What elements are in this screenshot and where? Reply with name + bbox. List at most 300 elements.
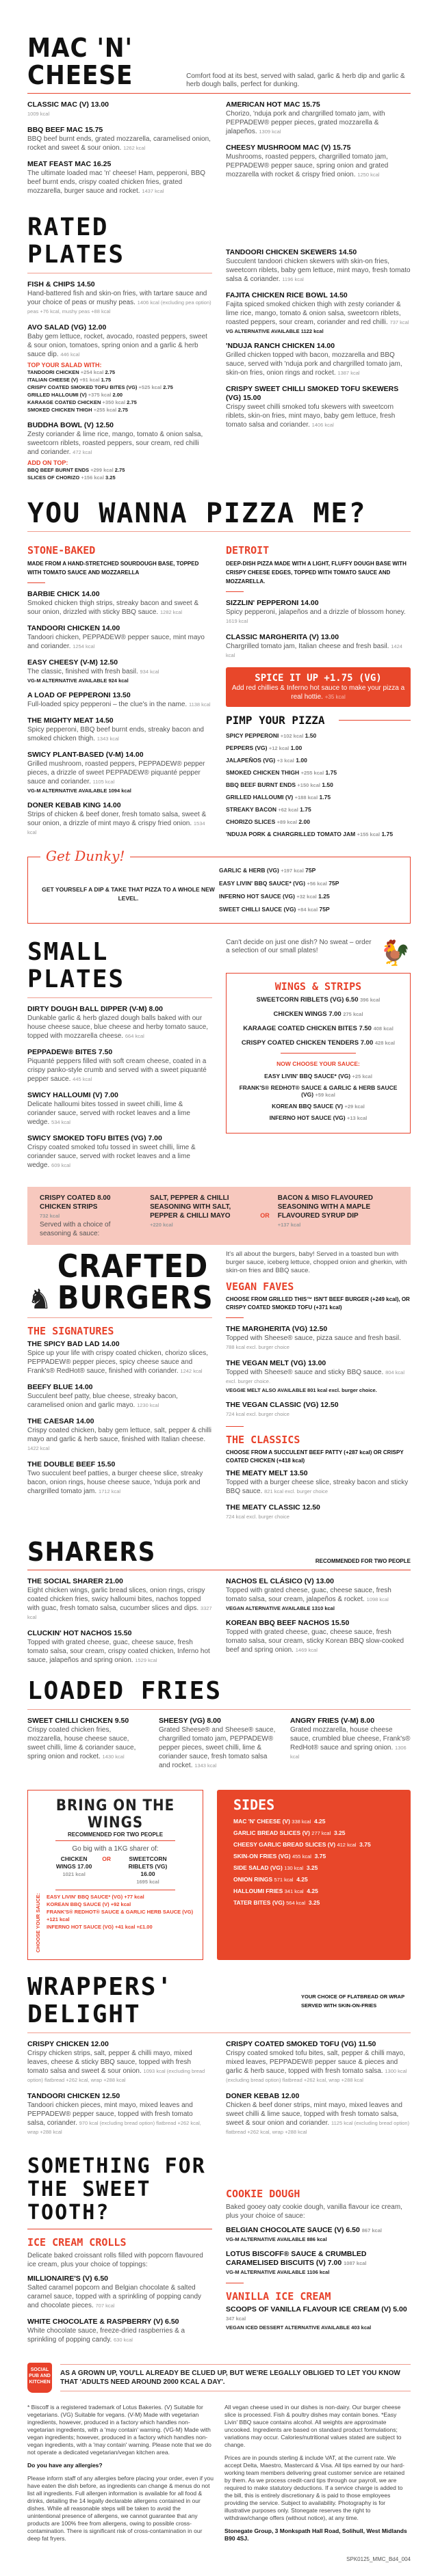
item-desc: Topped with Sheese® sauce and sticky BBQ sauce. [226,1369,384,1376]
item-kcal: 1343 kcal [194,1762,217,1769]
subsection-title: VANILLA ICE CREAM [226,2290,331,2303]
item-name: MEAT FEAST MAC 16.25 [27,160,112,168]
item-kcal: 446 kcal [60,351,80,358]
addon-price: 2.00 [112,392,123,398]
item-desc: Crispy coated smoked tofu tossed in sweet chilli, lime & coriander sauce, served with rocket leaves and a lime wedge. [27,1144,196,1169]
menu-item [27,2092,212,2136]
addon-name: ITALIAN CHEESE (V) [27,377,79,383]
item-name: THE MEATY CLASSIC 12.50 [226,1503,320,1512]
side-price: 4.25 [307,1888,318,1894]
sauce-kcal: +59 kcal [315,1092,335,1098]
allergy-heading: Do you have any allergies? [27,2461,103,2469]
wing-item [235,995,402,1004]
addon-kcal: +299 kcal [90,467,114,473]
subsection-title: VEGAN FAVES [226,1280,294,1293]
item-desc: Crispy coated chicken, baby gem lettuce, salt, pepper & chilli mayo and garlic & herb sauce, finished with Italian cheese. [27,1427,212,1443]
item-kcal: 1306 kcal [290,1745,407,1760]
side-price: 3.75 [359,1841,371,1848]
addon-row [226,831,411,837]
option-1: SALT, PEPPER & CHILLI SEASONING WITH SALT, PEPPER & CHILLI MAYO [150,1194,231,1220]
item-desc: Succulent tandoori chicken skewers with skin-on fries, sweetcorn riblets, baby gem lettuce, mint mayo, fresh tomato salsa & coriander. [226,258,411,283]
item-kcal: 1105 kcal [92,779,115,785]
item-name: THE SOCIAL SHARER 21.00 [27,1577,123,1585]
section-title: SOMETHING FOR THE SWEET TOOTH? [27,2154,206,2225]
calorie-notice [27,2363,411,2393]
alternative-note: VEGGIE MELT ALSO AVAILABLE 801 kcal excl. burger choice. [226,1387,377,1393]
item-desc: Zesty coriander & lime rice, mango, tomato & onion salsa, sweetcorn riblets, roasted peppers, sour cream, red chilli and coriander. [27,431,203,456]
addon-kcal: +155 kcal [357,831,381,837]
side-name: CHEESY GARLIC BREAD SLICES (V) [233,1841,336,1848]
item-name: THE MIGHTY MEAT 14.50 [27,716,114,725]
menu-code: SPK0125_MMC_Bd4_004 [346,2555,411,2562]
sauce-heading: NOW CHOOSE YOUR SAUCE: [276,1060,360,1067]
item-desc: Grated mozzarella, house cheese sauce, crumbled blue cheese, Frank's® RedHot® sauce and spring onion. [290,1726,411,1752]
menu-item [226,342,411,377]
pricing-notes: Prices are in pounds sterling & include VAT, at the current rate. We accept Delta, Maestro, Mastercard & Visa. All tips earned by our hard-working team members delivering great customer service are retained by them. As we process credit-card tips through our payroll, we are required to make statutory deductions. If a service charge is added to the bill, this is entirely discretionary & is paid to those employees providing the service. Subject to availability. Photography is for illustrative purposes only. Stonegate reserves the right to withdraw/change offers (without notice), at any time. [224,2454,405,2521]
sauce-name: EASY LIVIN' BBQ SAUCE* (VG) [264,1073,351,1079]
addon-kcal: +156 kcal [81,474,104,481]
subsection-note: CHOOSE FROM GRILLED THIS™ ISN'T BEEF BURGER (+249 kcal), OR CRISPY COATED SMOKED TOFU (+371 kcal) [226,1296,410,1311]
wraps-section [27,1974,411,2144]
addon-name: JALAPEÑOS (VG) [226,757,276,764]
side-item [233,1874,394,1886]
item-kcal: 867 kcal [361,2227,382,2233]
item-name: DIRTY DOUGH BALL DIPPER (V-M) 8.00 [27,1005,163,1013]
rated-plates-section [27,214,411,489]
menu-item [27,658,212,684]
menu-item [226,2226,411,2242]
addon-row [226,818,411,825]
rooster-icon: 🐓 [380,939,411,967]
item-kcal: 724 kcal excl. burger choice [226,1411,289,1417]
subsection-note: MADE FROM A HAND-STRETCHED SOURDOUGH BASE, TOPPED WITH TOMATO SAUCE AND MOZZARELLA [27,561,199,576]
item-kcal: 630 kcal [114,2336,133,2343]
subsection-title: STONE-BAKED [27,544,96,556]
divider [339,720,411,721]
item-name: DONER KEBAB KING 14.00 [27,801,121,809]
option-kcal: 1021 kcal [62,1871,86,1877]
alternative-note: VG-M ALTERNATIVE AVAILABLE 1094 kcal [27,788,131,794]
section-title: YOU WANNA PIZZA ME? [27,498,367,529]
item-name: DONER KEBAB 12.00 [226,2091,300,2100]
menu-item [27,590,212,617]
divider [27,1317,212,1318]
addon-price: 2.75 [163,384,173,390]
sides-box [217,1790,411,1960]
wing-item [235,1010,402,1019]
addon-price: 1.25 [318,893,330,900]
addon-name: CRISPY COATED SMOKED TOFU BITES (VG) [27,384,138,390]
item-desc: Hand-battered fish and skin-on fries, with tartare sauce and your choice of peas or mushy peas. [27,290,207,306]
item-desc: Fajita spiced smoked chicken thigh with zesty coriander & lime rice, mango, tomato & onion salsa, sweetcorn riblets, roasted peppers, sour cream, coriander and red chilli. [226,301,401,326]
item-name: TANDOORI CHICKEN 12.50 [27,2091,120,2100]
alternative-note: VG-M ALTERNATIVE AVAILABLE 886 kcal [226,2236,327,2242]
side-item [233,1839,394,1851]
side-price: 3.75 [314,1853,326,1860]
section-intro: It's all about the burgers, baby! Served in a toasted bun with burger sauce, iceberg lettuce, chopped onion and gherkin, with skin-on fries and BBQ sauce. [226,1250,407,1274]
side-kcal: 338 kcal [292,1819,311,1825]
addon-name: GARLIC & HERB (VG) [219,867,279,874]
banner-title: SPICE IT UP +1.75 (VG) [255,673,382,684]
item-desc: Chorizo, 'nduja pork and chargrilled tomato jam, with PEPPADEW® pepper pieces, grated mozzarella & jalapeños. [226,110,385,135]
addon-price: 2.75 [118,407,128,413]
divider [27,531,411,532]
addon-price: 1.50 [322,781,333,788]
menu-item [226,248,411,284]
side-name: SKIN-ON FRIES (VG) [233,1853,291,1860]
pimp-title: PIMP YOUR PIZZA [226,714,325,727]
item-desc: Two succulent beef patties, a burger cheese slice, streaky bacon, onion rings, house cheese sauce, 'nduja pork and chargrilled tomato jam. [27,1470,203,1495]
side-item [233,1827,394,1839]
menu-item [27,1417,212,1453]
addon-price: 2.75 [127,399,137,405]
menu-item [226,2250,411,2275]
alternative-note: VG ALTERNATIVE AVAILABLE 1122 kcal [226,328,324,334]
item-name: CLASSIC MAC (V) 13.00 [27,100,110,109]
menu-item [226,2092,411,2136]
side-name: ONION RINGS [233,1876,273,1883]
addon-kcal: +255 kcal [300,770,324,776]
menu-item [226,1359,411,1393]
addon-kcal: +62 kcal [278,807,298,813]
addon-row [219,903,400,916]
item-desc: Salted caramel popcorn and Belgian chocolate & salted caramel sauce, topped with a sprinkling of popping candy and chocolate pieces. [27,2283,202,2309]
item-kcal: 1230 kcal [137,1402,159,1408]
sauce-option [235,1103,402,1110]
section-title: BURGERS [57,1279,214,1316]
addon-kcal: +525 kcal [138,384,162,390]
addon-name: SPICY PEPPERONI [226,732,279,739]
addon-row [27,406,212,414]
item-desc: Crispy sweet chilli smoked tofu skewers with sweetcorn riblets, skin-on fries, mint mayo, baby gem lettuce, fresh tomato salsa and coriander. [226,403,396,429]
side-item [233,1816,394,1827]
item-desc: Topped with a burger cheese slice, streaky bacon and sticky BBQ sauce. [226,1479,409,1495]
allergy-notes: Please inform staff of any allergies before placing your order, even if you have eaten the dish before, as ingredients can change & menus do not list all ingredients. Full allergen information is available for all food & drinks, detailing the 14 legally declarable allergens contained in our dishes. While all reasonable steps will be taken to avoid the unintentional presence of allergens, we cannot guarantee that any products are 100% free from allergens, owing to possible cross-contamination. There is significant risk of cross-contamination in our deep fat fryers. [27,2474,214,2542]
menu-item [27,1134,212,1170]
menu-item [226,1619,411,1654]
addon-kcal: +84 kcal [297,907,318,913]
or-label: OR [260,1212,270,1219]
item-desc: The ultimate loaded mac 'n' cheese! Ham, pepperoni, BBQ beef burnt ends, crispy coated chicken fries, grated mozzarella, burger sauce and rocket. [27,170,206,195]
item-desc: Succulent beef patty, blue cheese, streaky bacon, caramelised onion and garlic mayo. [27,1393,178,1409]
sauce-option [235,1114,402,1121]
addon-price: 1.00 [296,757,307,764]
item-kcal: 707 kcal [95,2302,115,2309]
item-name: FAJITA CHICKEN RICE BOWL 14.50 [226,291,348,299]
social-pub-logo: SOCIAL PUB AND KITCHEN [27,2363,52,2393]
item-name: WHITE CHOCOLATE & RASPBERRY (V) 6.50 [27,2317,179,2326]
item-name: MILLIONAIRE'S (V) 6.50 [27,2274,109,2283]
addon-row [226,781,411,788]
item-kcal: 1250 kcal [357,172,380,178]
sauce-option [235,1073,402,1079]
get-dunky-box [27,848,411,924]
item-kcal: 934 kcal [140,669,159,675]
menu-item [27,1383,212,1410]
item-name: CLASSIC MARGHERITA (V) 13.00 [226,633,339,641]
item-name: CRISPY COATED 8.00 CHICKEN STRIPS [40,1194,111,1211]
item-kcal: 737 kcal [389,319,409,325]
menu-item [226,291,411,334]
addon-row [27,399,212,406]
loaded-fries-section [27,1678,411,1777]
item-name: BBQ BEEF MAC 15.75 [27,126,103,134]
sauce-option [235,1084,402,1098]
side-kcal: 341 kcal [284,1888,304,1894]
item-name: BEEFY BLUE 14.00 [27,1383,93,1391]
addon-row [226,744,411,751]
item-desc: Tandoori chicken pieces, mint mayo, mixed leaves and PEPPADEW® pepper sauce, topped with fresh tomato salsa, coriander. [27,2101,193,2127]
item-name: SHEESY (VG) 8.00 [159,1717,221,1725]
item-name: SWEETCORN RIBLETS (VG) 6.50 [256,996,359,1004]
addon-price: 1.00 [290,744,302,751]
menu-item [226,385,411,429]
item-kcal: 664 kcal [125,1033,144,1039]
menu-item [226,599,411,626]
addon-name: SWEET CHILLI SAUCE (VG) [219,906,296,913]
item-name: A LOAD OF PEPPERONI 13.50 [27,691,131,699]
item-desc: Grilled chicken topped with bacon, mozzarella and BBQ sauce, served with 'nduja pork and chargrilled tomato jam, skin-on fries, onion rings and rocket. [226,351,402,377]
box-title: BRING ON THE WINGS [55,1797,175,1832]
item-desc: Chargrilled tomato jam, Italian cheese and fresh basil. [226,643,389,650]
item-name: THE CAESAR 14.00 [27,1417,94,1425]
pizza-section [27,500,411,844]
item-name: CLUCKIN' HOT NACHOS 15.50 [27,1629,132,1637]
addon-name: INFERNO HOT SAUCE (VG) [219,893,295,900]
item-kcal: 1309 kcal [259,129,281,135]
addon-name: CHORIZO SLICES [226,818,276,825]
option-kcal: +220 kcal [150,1222,173,1228]
footer [27,2404,411,2548]
item-name: TANDOORI CHICKEN SKEWERS 14.50 [226,248,357,256]
menu-item [27,2040,212,2084]
item-desc: Eight chicken wings, garlic bread slices, onion rings, crispy coated chicken fries, swicy halloumi bites, nachos topped with guac, fresh tomato salsa, cucumber slices and dips. [27,1587,205,1612]
menu-item [27,624,212,651]
item-desc: Spicy pepperoni, jalapeños and a drizzle of blossom honey. [226,608,406,616]
menu-item [27,1460,212,1496]
addons-label: ADD ON TOP: [27,459,68,466]
addon-price: 1.75 [101,377,112,383]
item-name: THE DOUBLE BEEF 15.50 [27,1460,116,1468]
side-name: TATER BITES (VG) [233,1899,285,1906]
addon-name: 'NDUJA PORK & CHARGRILLED TOMATO JAM [226,831,356,837]
item-name: SWICY PLANT-BASED (V-M) 14.00 [27,751,144,759]
script-title: Get Dunky! [40,848,130,864]
item-kcal: 1406 kcal [311,422,334,428]
alternative-note: VEGAN ICED DESSERT ALTERNATIVE AVAILABLE 403 kcal [226,2324,372,2331]
item-name: PEPPADEW® BITES 7.50 [27,1048,113,1056]
item-kcal: 1712 kcal [98,1488,121,1494]
section-title: SHARERS [27,1537,156,1567]
side-price: 4.25 [313,1818,326,1825]
item-kcal: 732 kcal [40,1213,60,1219]
item-kcal: 347 kcal [226,2315,246,2322]
side-name: GARLIC BREAD SLICES (V) [233,1829,310,1836]
item-kcal: 1430 kcal [102,1754,125,1760]
item-kcal: 1138 kcal [188,701,211,708]
addon-price: 75P [319,906,330,913]
item-name: BUDDHA BOWL (V) 12.50 [27,421,114,429]
menu-item [226,100,411,136]
addon-row [226,732,411,739]
divider [27,1709,411,1710]
sauce-option: INFERNO HOT SAUCE (VG) +41 kcal +£1.00 [47,1924,153,1930]
divider [27,93,411,94]
addon-row [226,757,411,764]
item-name: ANGRY FRIES (V-M) 8.00 [290,1717,375,1725]
item-desc: Spice up your life with crispy coated chicken, chorizo slices, PEPPADEW® pepper pieces, spicy cheese sauce and Frank's® RedHot® sauce, finished with coriander. [27,1350,209,1375]
item-desc: Topped with grated cheese, guac, cheese sauce, fresh tomato salsa, sour cream, sticky Korean BBQ slow-cooked beef and spring onion. [226,1628,404,1654]
item-name: EASY CHEESY (V-M) 12.50 [27,658,118,667]
side-kcal: 412 kcal [337,1842,357,1848]
addon-kcal: +255 kcal [93,407,117,413]
item-name: AMERICAN HOT MAC 15.75 [226,100,320,109]
item-kcal: 428 kcal [374,1040,396,1046]
banner-kcal: +35 kcal [324,694,346,700]
menu-item [226,1577,411,1611]
alternative-note: VG-M ALTERNATIVE AVAILABLE 1106 kcal [226,2268,330,2275]
item-kcal: 1406 kcal (excluding pea option) peas +76 kcal, mushy peas +88 kcal [27,299,211,314]
item-name: SCOOPS OF VANILLA FLAVOUR ICE CREAM (V) 5.00 [226,2305,407,2313]
menu-item [27,1048,212,1084]
menu-item [159,1717,279,1770]
menu-item [27,100,212,118]
item-kcal: 408 kcal [373,1025,394,1032]
menu-item [226,1401,411,1419]
item-name: BELGIAN CHOCOLATE SAUCE (V) 6.50 [226,2225,360,2234]
addon-row [219,890,400,903]
item-name: LOTUS BISCOFF® SAUCE & CRUMBLED CARAMELISED BISCUITS (V) 7.00 [226,2249,367,2267]
option-2: BACON & MISO FLAVOURED SEASONING WITH A MAPLE FLAVOURED SYRUP DIP [277,1194,374,1220]
addon-row [226,769,411,776]
item-name: CRISPY COATED CHICKEN TENDERS 7.00 [241,1039,374,1047]
item-desc: Crispy coated chicken fries, mozzarella, house cheese sauce, sweet chilli, lime & coriander sauce, spring onion and rocket. [27,1726,136,1760]
addon-kcal: +188 kcal [294,794,318,801]
addon-price: 2.00 [298,818,310,825]
addon-price: 1.75 [319,794,331,801]
item-kcal: 1254 kcal [73,643,95,649]
wing-item [235,1024,402,1033]
item-kcal: 275 kcal [343,1011,363,1017]
menu-item [226,2040,411,2084]
addon-name: STREAKY BACON [226,806,276,813]
subsection-intro: Baked gooey oaty cookie dough, vanilla flavour ice cream, plus your choice of sauce: [226,2203,402,2220]
item-name: NACHOS EL CLÁSICO (V) 13.00 [226,1577,334,1585]
sauce-kcal: +25 kcal [352,1073,372,1079]
side-price: 3.25 [308,1899,320,1906]
addon-kcal: +375 kcal [88,392,112,398]
menu-item [27,2275,212,2310]
side-name: SIDE SALAD (VG) [233,1864,283,1871]
item-desc: Strips of chicken & beef doner, fresh tomato salsa, sweet & sour onion, a drizzle of mint mayo & crispy fried onion. [27,811,207,827]
divider [226,591,244,592]
addon-name: GRILLED HALLOUMI (V) [27,392,87,398]
ingredient-notes: All vegan cheese used in our dishes is non-dairy. Our burger cheese slice is processed. Fish & poultry dishes may contain bones. *Easy Livin' BBQ sauce contains alcohol. All weights are approximate uncooked. Ingredients are based on standard product formulations; variations may occur. Calories/nutritional values stated are subject to change. [224,2403,402,2448]
addon-price: 1.50 [305,732,317,739]
menu-item [27,323,212,414]
addon-kcal: +89 kcal [276,819,298,825]
addon-row [219,864,400,877]
side-kcal: 277 kcal [311,1830,331,1836]
item-name: SWEET CHILLI CHICKEN 9.50 [27,1717,129,1725]
box-intro: Go big with a 1KG sharer of: [72,1845,159,1853]
item-kcal: 609 kcal [51,1162,70,1168]
addon-name: KARAAGE COATED CHICKEN [27,399,101,405]
addon-kcal: +56 kcal [307,881,327,887]
item-kcal: 1469 kcal [295,1647,318,1653]
sauce-name: KOREAN BBQ SAUCE (V) [272,1103,344,1110]
item-kcal: 1125 kcal (excluding bread option) flatbread +262 kcal, wrap +288 kcal [226,2119,410,2135]
item-kcal: 1009 kcal [27,111,50,117]
menu-item [27,280,212,316]
addon-kcal: +12 kcal [268,745,289,751]
subsection-intro: Delicate baked croissant rolls filled with popcorn flavoured ice cream, plus your choice of toppings: [27,2251,203,2268]
item-kcal: 970 kcal (excluding bread option) flatbread +262 kcal, wrap +288 kcal [27,2119,201,2135]
item-name: BARBIE CHICK 14.00 [27,590,100,598]
side-item [233,1862,394,1874]
menu-item [27,1717,148,1761]
addon-row [226,806,411,813]
sauce-option: FRANK'S® REDHOT® SAUCE & GARLIC HERB SAUCE (VG) +121 kcal [47,1909,194,1922]
item-kcal: 534 kcal [51,1119,70,1125]
recommended-note: RECOMMENDED FOR TWO PEOPLE [315,1558,411,1564]
wings-strips-box [226,973,411,1133]
section-note: YOUR CHOICE OF FLATBREAD OR WRAP SERVED WITH SKIN-ON-FRIES [301,1993,404,2009]
subsection-title: COOKIE DOUGH [226,2187,300,2200]
section-title: RATED PLATES [27,213,125,269]
addon-price: 75P [305,867,316,874]
box-title: SIDES [233,1797,275,1813]
item-name: 'NDUJA RANCH CHICKEN 14.00 [226,342,335,350]
item-kcal: 1424 kcal [226,643,402,658]
addon-name: EASY LIVIN' BBQ SAUCE* (VG) [219,880,306,887]
item-kcal: 821 kcal excl. burger choice [264,1488,328,1494]
subsection-note: DEEP-DISH PIZZA MADE WITH A LIGHT, FLUFFY DOUGH BASE WITH CRISPY CHEESE EDGES, TOPPED WITH TOMATO SAUCE AND MOZZARELLA. [226,561,407,585]
sauce-kcal: +13 kcal [346,1115,368,1121]
item-desc: Grilled mushroom, roasted peppers, PEPPADEW® pepper pieces, a drizzle of sweet PEPPADEW® piquanté pepper sauce and coriander. [27,760,205,786]
addon-price: 2.75 [105,369,116,375]
menu-item [226,633,411,660]
item-kcal: 396 kcal [360,997,381,1003]
item-name: FISH & CHIPS 14.50 [27,280,95,289]
item-kcal: 1196 kcal [282,276,304,282]
or-label: OR [102,1855,111,1862]
menu-item [226,1503,411,1521]
side-name: MAC 'N' CHEESE (V) [233,1818,290,1825]
item-name: TANDOORI CHICKEN 14.00 [27,624,120,632]
item-desc: Chicken & beef doner strips, mint mayo, mixed leaves and sweet chilli & lime sauce, topped with fresh tomato salsa, sweet & sour onion and coriander. [226,2101,402,2127]
item-desc: Full-loaded spicy pepperoni – the clue's in the name. [27,701,188,708]
spice-it-up-banner [226,667,411,707]
item-name: THE MARGHERITA (VG) 12.50 [226,1325,328,1333]
sharers-section [27,1538,411,1672]
menu-item [226,1469,411,1496]
item-kcal: 1087 kcal [344,2259,367,2266]
addon-price: 2.75 [114,467,125,473]
sauce-kcal: +29 kcal [344,1103,365,1110]
item-kcal: 804 kcal excl. burger choice. [226,1369,404,1384]
divider [27,2032,411,2033]
item-kcal: 1534 kcal [27,820,205,835]
addon-row [27,466,212,474]
menu-item [27,2318,212,2344]
item-name: SWICY HALLOUMI (V) 7.00 [27,1091,118,1099]
item-name: KOREAN BBQ BEEF NACHOS 15.50 [226,1619,350,1627]
addon-price: 1.75 [325,769,337,776]
option-1: CHICKEN WINGS 17.00 [55,1855,92,1870]
menu-item [27,1091,212,1127]
addon-kcal: +350 kcal [102,399,126,405]
